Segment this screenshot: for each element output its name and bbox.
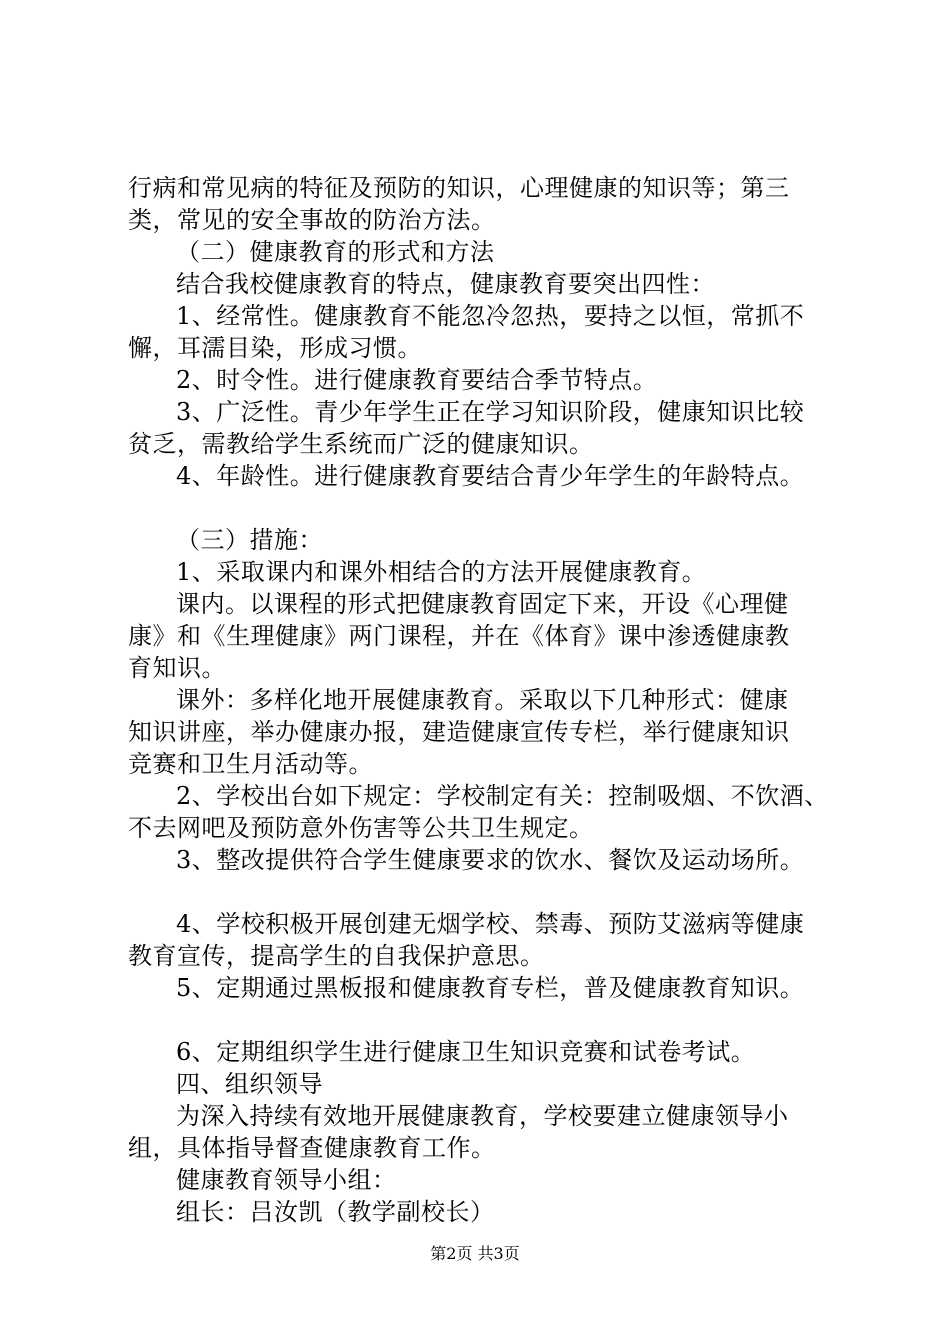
text-line: 组长：吕汝凯（教学副校长） xyxy=(176,1198,495,1226)
text-line: 4、学校积极开展创建无烟学校、禁毒、预防艾滋病等健康 xyxy=(176,910,805,938)
text-line: 2、时令性。进行健康教育要结合季节特点。 xyxy=(176,366,658,394)
text-line: 1、采取课内和课外相结合的方法开展健康教育。 xyxy=(176,558,707,586)
text-line: （三）措施： xyxy=(176,526,323,554)
text-line: 四、组织领导 xyxy=(176,1070,323,1098)
blank-line xyxy=(128,876,828,908)
text-line: 贫乏，需教给学生系统而广泛的健康知识。 xyxy=(128,430,594,458)
text-line: 行病和常见病的特征及预防的知识，心理健康的知识等；第三 xyxy=(128,174,790,202)
text-line: 懈，耳濡目染，形成习惯。 xyxy=(128,334,422,362)
text-line: 为深入持续有效地开展健康教育，学校要建立健康领导小 xyxy=(176,1102,789,1130)
text-line: 知识讲座，举办健康办报，建造健康宣传专栏，举行健康知识 xyxy=(128,718,790,746)
text-line: 3、广泛性。青少年学生正在学习知识阶段，健康知识比较 xyxy=(176,398,805,426)
text-line: 健康教育领导小组： xyxy=(176,1166,397,1194)
text-line: 组，具体指导督查健康教育工作。 xyxy=(128,1134,496,1162)
page-footer: 第2页 共3页 xyxy=(430,1244,520,1263)
text-line: 不去网吧及预防意外伤害等公共卫生规定。 xyxy=(128,814,594,842)
text-line: 育知识。 xyxy=(128,654,226,682)
text-line: 课内。以课程的形式把健康教育固定下来，开设《心理健 xyxy=(176,590,789,618)
text-line: 课外：多样化地开展健康教育。采取以下几种形式：健康 xyxy=(176,686,789,714)
text-line: 结合我校健康教育的特点，健康教育要突出四性： xyxy=(176,270,715,298)
document-body xyxy=(128,172,828,1228)
text-line: 康》和《生理健康》两门课程，并在《体育》课中渗透健康教 xyxy=(128,622,790,650)
text-line: 竞赛和卫生月活动等。 xyxy=(128,750,373,778)
text-line: 1、经常性。健康教育不能忽冷忽热，要持之以恒，常抓不 xyxy=(176,302,805,330)
text-line: 教育宣传，提高学生的自我保护意思。 xyxy=(128,942,545,970)
text-line: 3、整改提供符合学生健康要求的饮水、餐饮及运动场所。 xyxy=(176,846,805,874)
text-line: 2、学校出台如下规定：学校制定有关：控制吸烟、不饮酒、 xyxy=(176,782,829,810)
text-line: （二）健康教育的形式和方法 xyxy=(176,238,495,266)
text-line: 6、定期组织学生进行健康卫生知识竞赛和试卷考试。 xyxy=(176,1038,756,1066)
text-line: 4、年龄性。进行健康教育要结合青少年学生的年龄特点。 xyxy=(176,462,805,490)
blank-line xyxy=(128,1004,828,1036)
text-line: 类，常见的安全事故的防治方法。 xyxy=(128,206,496,234)
text-line: 5、定期通过黑板报和健康教育专栏，普及健康教育知识。 xyxy=(176,974,805,1002)
blank-line xyxy=(128,492,828,524)
